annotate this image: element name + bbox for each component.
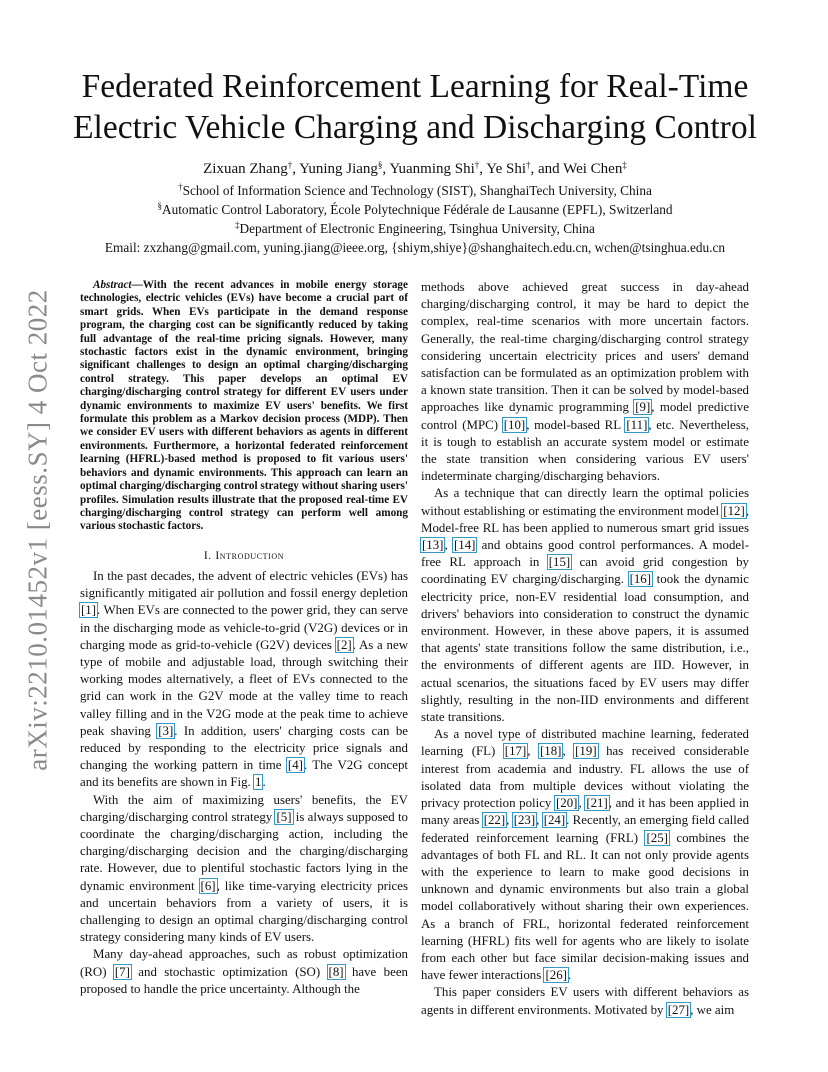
author-mark: † [526, 160, 531, 170]
paper-title [70, 66, 760, 148]
text-run: , etc. Nevertheless, it is tough to establish an accurate system model or estimate the state transition when considering various EV users' indeterminate charging/discharging behaviors. [421, 417, 750, 484]
abstract-text: —With the recent advances in mobile energy storage technologies, electric vehicles (EVs) have become a crucial part of smart grids. When EVs participate in the demand response program, the charging cost can be significantly reduced by taking full advantage of the real-time pricing signals. However, many stochastic factors exist in the dynamic environment, bringing significant challenges to design an optimal charging/discharging control strategy. This paper develops an optimal EV charging/discharging control strategy for different EV users under dynamic environments to maximize EV users' benefits. We first formulate this problem as a Markov decision process (MDP). Then we consider EV users with different behaviors as agents in different environments. Furthermore, a horizontal federated reinforcement learning (HFRL)-based method is proposed to fit various users' behaviors and dynamic environments. This approach can learn an optimal charging/discharging control strategy without sharing users' profiles. Simulation results illustrate that the proposed real-time EV charging/discharging control strategy can perform well among various stochastic factors. [80, 279, 408, 533]
citation-link[interactable]: 1 [255, 775, 262, 790]
body-paragraph [421, 984, 749, 1018]
text-run: methods above achieved great success in day-ahead charging/discharging control, it may be hard to depict the complex, real-time scenarios with more uncertain factors. Generally, the real-time charging/discharging control strategy considering uncertain electricity prices and users' demand satisfaction can be formulated as an optimization problem with a known state transition. Then it can be solved by model-based approaches like dynamic programming [421, 280, 749, 415]
right-body [421, 279, 749, 1019]
citation-link[interactable]: [4] [287, 758, 303, 773]
text-run: have been proposed to handle the price uncertainty. Although the [80, 964, 409, 996]
author: Zixuan Zhang [203, 161, 288, 177]
citation-link[interactable]: [23] [513, 813, 536, 828]
author: Yuning Jiang [299, 161, 378, 177]
citation-link[interactable]: [1] [81, 603, 97, 618]
text-run: . As a new type of mobile and adjustable load, through switching their working modes alternatively, a fleet of EVs connected to the grid can work in the G2V mode at the valley time to reach valley filling and in the V2G mode at the peak time to achieve peak shaving [80, 637, 408, 738]
text-run: can avoid grid congestion by coordinating EV charging/discharging. [421, 555, 749, 587]
body-paragraph [80, 792, 408, 947]
citation-link[interactable]: [3] [158, 723, 174, 738]
text-run: . [567, 968, 572, 983]
text-run: took the dynamic electricity price, non-EV residential load consumption, and drivers' behaviors into consideration to construct the dynamic environment. However, in these above papers, it is assumed that agents' state transitions follow the same distribution, i.e., the environments of different agents are IID. However, in actual scenarios, the situations faced by EV users may differ slightly, resulting in the non-IID environments and different state transitions. [421, 572, 749, 725]
title-line-1: Federated Reinforcement Learning for Real-Time [81, 68, 749, 105]
citation-link[interactable]: [21] [586, 796, 608, 811]
author-mark: § [377, 160, 383, 170]
citation-link[interactable]: [24] [543, 813, 566, 828]
citation-link[interactable]: [5] [276, 809, 292, 824]
right-column [421, 279, 749, 1019]
text-run: , model-based RL [526, 417, 626, 432]
author: Wei Chen [563, 161, 623, 177]
affiliation-line: §Automatic Control Laboratory, École Polytechnique Fédérale de Lausanne (EPFL), Switzerland [157, 201, 673, 217]
text-run: This paper considers EV users with different behaviors as agents in different environments. Motivated by [421, 985, 749, 1017]
citation-link[interactable]: [12] [723, 503, 745, 518]
arxiv-identifier: arXiv:2210.01452v1 [eess.SY] 4 Oct 2022 [22, 289, 53, 771]
author: Ye Shi [486, 161, 526, 177]
author-mark: † [474, 160, 480, 170]
email-line: Email: zxzhang@gmail.com, yuning.jiang@ieee.org, {shiym,shiye}@shanghaitech.edu.cn, wchen@tsinghua.edu.cn [104, 240, 726, 255]
citation-link[interactable]: [26] [545, 968, 567, 983]
text-run: and stochastic optimization (SO) [130, 964, 328, 979]
citation-link[interactable]: [22] [483, 813, 506, 828]
affiliation-mark: § [157, 201, 162, 211]
author-mark: † [287, 160, 293, 170]
text-run: , Model-free RL has been applied to numerous smart grid issues [421, 503, 749, 535]
text-run: . [262, 775, 266, 790]
body-paragraph [80, 568, 408, 792]
text-run: , like time-varying electricity prices and uncertain behaviors from a variety of users, it is challenging to design an optimal charging/discharging control strategy considering many kinds of EV users. [80, 878, 408, 945]
text-run: . The V2G concept and its benefits are shown in Fig. [80, 758, 408, 790]
text-run: has received considerable interest from academia and industry. FL allows the use of isolated data from multiple devices without violating the privacy protection policy [421, 744, 749, 811]
body-paragraph [80, 946, 408, 998]
abstract [80, 279, 408, 534]
title-line-2: Electric Vehicle Charging and Discharging Control [73, 109, 757, 146]
citation-link[interactable]: [14] [453, 538, 476, 553]
text-run: As a novel type of distributed machine learning, federated learning (FL) [421, 727, 749, 759]
text-run: combines the advantages of both FL and RL. It can not only provide agents with the experience to learn to make good decisions in unknown and dynamic environments but also train a global model collaboratively without sharing their own experiences. As a branch of FRL, horizontal federated reinforcement learning (HFRL) fits well for agents who are likely to isolate from each other but face similar decision-making issues and have fewer interactions [421, 830, 749, 983]
affiliation-line: †School of Information Science and Technology (SIST), ShanghaiTech University, China [178, 182, 652, 198]
text-run: , [444, 538, 453, 553]
citation-link[interactable]: [2] [336, 637, 352, 652]
text-run: With the aim of maximizing users' benefits, the EV charging/discharging control strategy [80, 792, 408, 824]
text-run: , [527, 744, 539, 759]
text-run: Many day-ahead approaches, such as robust optimization (RO) [80, 947, 408, 979]
author-mark: ‡ [622, 160, 627, 170]
body-paragraph [421, 726, 749, 984]
text-run: is always supposed to coordinate the charging/discharging action, including the charging/discharging decision and the charging/discharging rate. However, due to plentiful stochastic factors lying in the dynamic environment [80, 809, 408, 893]
citation-link[interactable]: [20] [555, 796, 578, 811]
citation-link[interactable]: [6] [200, 878, 216, 893]
citation-link[interactable]: [9] [635, 400, 651, 415]
citation-link[interactable]: [16] [629, 572, 652, 587]
author: Yuanming Shi [389, 161, 475, 177]
body-paragraph [421, 279, 749, 485]
citation-link[interactable]: [15] [548, 555, 571, 570]
left-body [80, 568, 408, 998]
text-run: , we aim [690, 1002, 735, 1017]
text-run: , [506, 813, 513, 828]
text-run: , [536, 813, 543, 828]
affiliations [70, 181, 760, 257]
text-run: As a technique that can directly learn the optimal policies without establishing or estimating the environment model [421, 486, 749, 518]
text-run: In the past decades, the advent of electric vehicles (EVs) has significantly mitigated air pollution and fossil energy depletion [80, 568, 408, 601]
citation-link[interactable]: [8] [328, 964, 344, 979]
text-run: , [562, 744, 575, 759]
affiliation-mark: ‡ [235, 220, 240, 230]
arxiv-sidebar-stamp [8, 270, 68, 790]
citation-link[interactable]: [25] [646, 830, 668, 845]
citation-link[interactable]: [18] [539, 744, 562, 759]
citation-link[interactable]: [27] [667, 1002, 690, 1017]
body-paragraph [421, 485, 749, 726]
author-list: Zixuan Zhang†, Yuning Jiang§, Yuanming Shi†, Ye Shi†, and Wei Chen‡ [203, 160, 627, 177]
text-run: . Recently, an emerging field called federated reinforcement learning (FRL) [421, 813, 750, 845]
affiliation-line: ‡Department of Electronic Engineering, Tsinghua University, China [235, 220, 595, 236]
section-heading [80, 547, 408, 564]
citation-link[interactable]: [7] [114, 964, 130, 979]
section-number: I. [203, 548, 212, 562]
citation-link[interactable]: [10] [503, 417, 526, 432]
section-title: Introduction [215, 548, 285, 562]
text-run: , [578, 796, 586, 811]
citation-link[interactable]: [13] [422, 538, 444, 553]
text-run: , and it has been applied in many areas [421, 796, 749, 828]
citation-link[interactable]: [19] [575, 744, 597, 759]
left-column [80, 279, 408, 998]
text-run: , model predictive control (MPC) [421, 400, 749, 432]
citation-link[interactable]: [11] [626, 417, 648, 432]
text-run: . In addition, users' charging costs can be reduced by responding to the electricity price signals and changing the working pattern in time [80, 723, 408, 773]
text-run: and obtains good control performances. A model-free RL approach in [421, 538, 749, 570]
text-run: . When EVs are connected to the power grid, they can serve in the discharging mode as vehicle-to-grid (V2G) devices or in charging mode as grid-to-vehicle (G2V) devices [80, 603, 408, 652]
citation-link[interactable]: [17] [504, 744, 527, 759]
affiliation-mark: † [178, 182, 183, 192]
abstract-label: Abstract [93, 279, 132, 291]
